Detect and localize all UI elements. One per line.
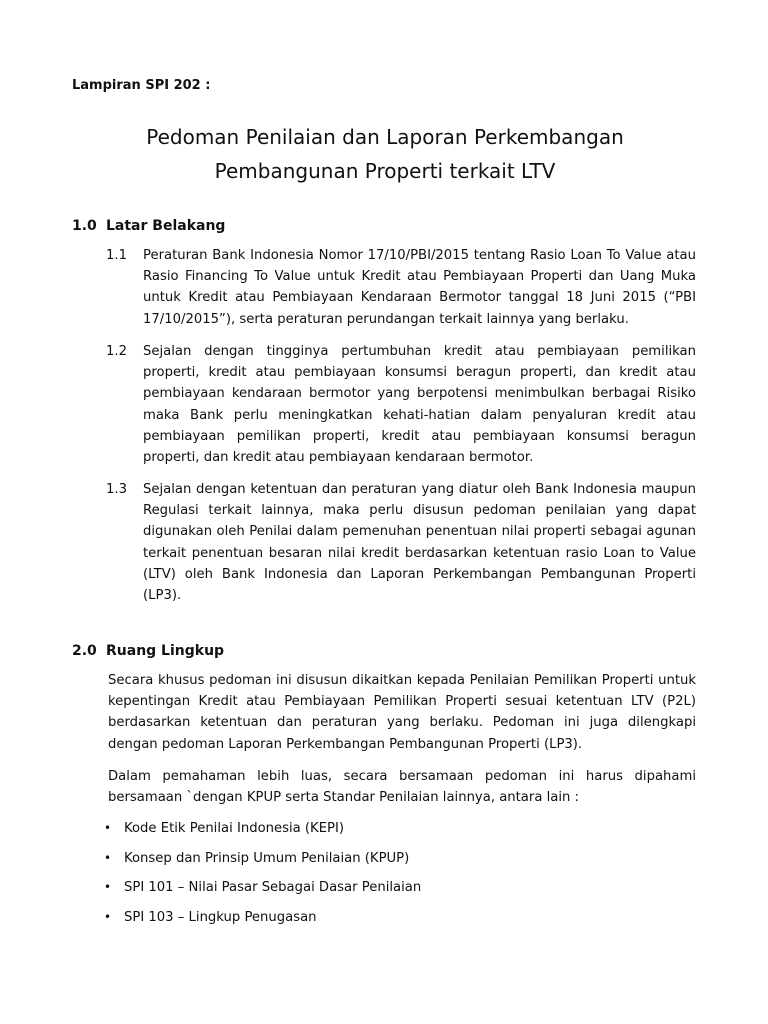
bullet-symbol: • <box>104 821 112 835</box>
document-title <box>72 120 698 188</box>
item-text: Sejalan dengan ketentuan dan peraturan yang diatur oleh Bank Indonesia maupun Regulasi terkait lainnya, maka perlu disusun pedoman penilaian yang dapat digunakan oleh Penilai dalam pemenuhan penentuan nilai properti sebagai agunan terkait penentuan besaran nilai kredit berdasarkan ketentuan rasio Loan to Value (LTV) oleh Bank Indonesia dan Laporan Perkembangan Pembangunan Properti (LP3). <box>143 482 696 604</box>
item-number: 1.1 <box>106 248 127 263</box>
section-2-number: 2.0 <box>72 643 97 659</box>
list-item <box>104 877 421 907</box>
section-item-1-3 <box>106 479 696 606</box>
bullet-symbol: • <box>104 880 112 895</box>
section-item-1-1 <box>106 245 696 330</box>
item-text: Sejalan dengan tingginya pertumbuhan kredit atau pembiayaan pemilikan properti, kredit atau pembiayaan konsumsi beragun properti, dan kredit atau pembiayaan kendaraan bermotor yang berpotensi menimbulkan berbagai Risiko maka Bank perlu meningkatkan kehati-hatian dalam penyaluran kredit atau pembiayaan pemilikan properti, kredit atau pembiayaan konsumsi beragun properti, dan kredit atau pembiayaan kendaraan bermotor. <box>143 344 696 466</box>
bullet-symbol: • <box>104 850 112 865</box>
list-item <box>104 907 421 937</box>
list-item-text: Konsep dan Prinsip Umum Penilaian (KPUP) <box>124 850 410 866</box>
list-item-text: SPI 103 – Lingkup Penugasan <box>124 909 317 925</box>
section-item-1-2 <box>106 341 696 468</box>
title-line-2: Pembangunan Properti terkait LTV <box>214 159 556 183</box>
section-2-title: Ruang Lingkup <box>106 643 225 659</box>
section-1-number: 1.0 <box>72 218 97 234</box>
scope-paragraph-2: Dalam pemahaman lebih luas, secara bersamaan pedoman ini harus dipahami bersamaan `dengan KPUP serta Standar Penilaian lainnya, antara lain : <box>108 769 696 806</box>
list-item-text: Kode Etik Penilai Indonesia (KEPI) <box>124 821 345 836</box>
standards-list <box>104 818 421 936</box>
title-line-1: Pedoman Penilaian dan Laporan Perkembangan <box>146 125 624 149</box>
item-text: Peraturan Bank Indonesia Nomor 17/10/PBI/2015 tentang Rasio Loan To Value atau Rasio Financing To Value untuk Kredit atau Pembiayaan Properti dan Uang Muka untuk Kredit atau Pembiayaan Kendaraan Bermotor tanggal 18 Juni 2015 (“PBI 17/10/2015”), serta peraturan perundangan terkait lainnya yang berlaku. <box>143 248 696 327</box>
item-number: 1.3 <box>106 482 127 497</box>
bullet-symbol: • <box>104 909 112 924</box>
item-number: 1.2 <box>106 344 127 359</box>
section-1-heading <box>72 218 225 234</box>
list-item <box>104 818 421 848</box>
scope-paragraph-1: Secara khusus pedoman ini disusun dikaitkan kepada Penilaian Pemilikan Properti untuk kepentingan Kredit atau Pembiayaan Pemilikan Properti sesuai ketentuan LTV (P2L) berdasarkan ketentuan dan peraturan yang berlaku. Pedoman ini juga dilengkapi dengan pedoman Laporan Perkembangan Pembangunan Properti (LP3). <box>108 673 696 752</box>
appendix-label: Lampiran SPI 202 : <box>72 78 211 93</box>
list-item-text: SPI 101 – Nilai Pasar Sebagai Dasar Penilaian <box>124 880 422 896</box>
list-item <box>104 848 421 878</box>
section-1-title: Latar Belakang <box>106 218 226 234</box>
section-2-heading <box>72 643 224 659</box>
